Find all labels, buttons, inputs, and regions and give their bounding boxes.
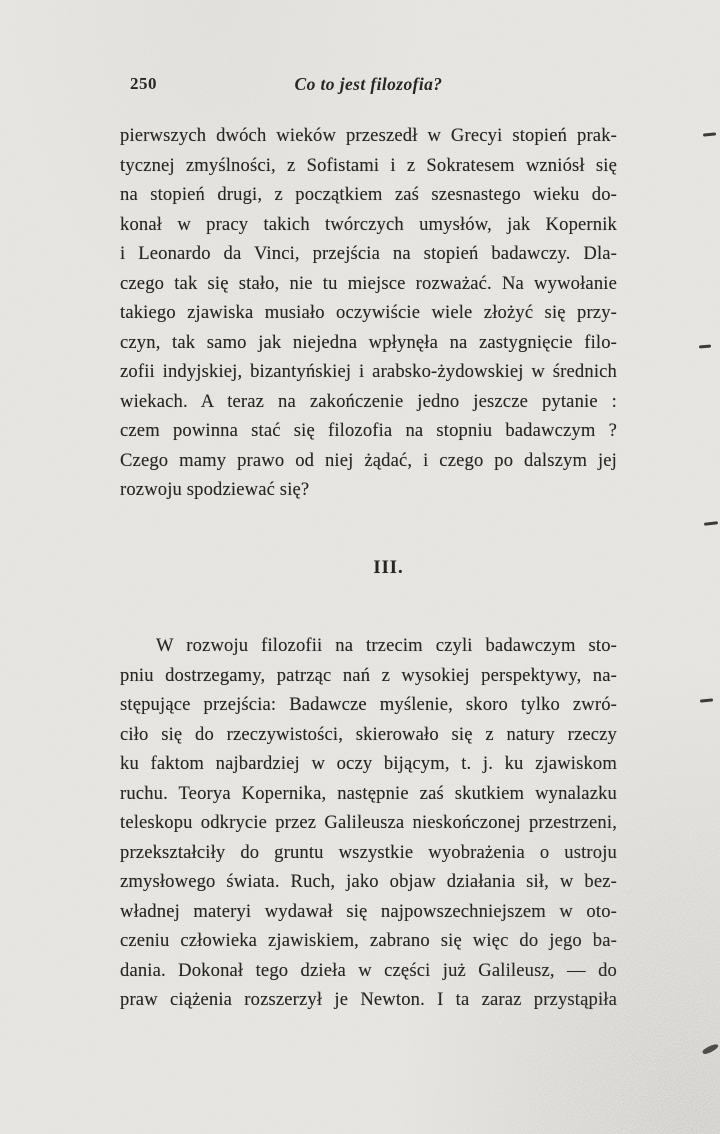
text-line: praw ciążenia rozszerzył je Newton. I ta zaraz przystąpiła xyxy=(120,989,617,1010)
ink-smudge xyxy=(702,1042,720,1055)
text-line: dania. Dokonał tego dzieła w części już Galileusz, — do xyxy=(120,959,617,981)
text-line: Czego mamy prawo od niej żądać, i czego po dalszym jej xyxy=(120,449,617,471)
paragraph-2 xyxy=(120,631,617,1015)
margin-mark xyxy=(703,132,716,136)
text-line: ku faktom najbardziej w oczy bijącym, t. j. ku zjawiskom xyxy=(120,753,617,774)
margin-mark xyxy=(704,521,718,525)
text-line: tycznej zmyślności, z Sofistami i z Sokratesem wzniósł się xyxy=(120,154,617,176)
text-line: zmysłowego świata. Ruch, jako objaw działania sił, w bez- xyxy=(120,871,617,892)
text-line: czeniu człowieka zjawiskiem, zabrano się więc do jego ba- xyxy=(120,930,617,951)
text-line: W rozwoju filozofii na trzecim czyli badawczym sto- xyxy=(156,635,617,656)
text-line: teleskopu odkrycie przez Galileusza nieskończonej przestrzeni, xyxy=(120,812,617,833)
text-line: ciło się do rzeczywistości, skierowało się z natury rzeczy xyxy=(120,723,617,745)
text-line: i Leonardo da Vinci, przejścia na stopień badawczy. Dla- xyxy=(120,243,617,264)
text-line: takiego zjawiska musiało oczywiście wiele złożyć się przy- xyxy=(120,302,617,323)
running-title: Co to jest filozofia? xyxy=(294,74,443,94)
paragraph-1 xyxy=(120,121,617,505)
text-line: na stopień drugi, z początkiem zaś szesnastego wieku do- xyxy=(120,184,617,205)
text-line: zofii indyjskiej, bizantyńskiej i arabsko-żydowskiej w średnich xyxy=(120,361,617,382)
text-line: czyn, tak samo jak niejedna wpłynęła na zastygnięcie filo- xyxy=(120,331,617,353)
page-number: 250 xyxy=(130,74,157,93)
text-line: czego tak się stało, nie tu miejsce rozważać. Na wywołanie xyxy=(120,272,617,294)
text-line: stępujące przejścia: Badawcze myślenie, skoro tylko zwró- xyxy=(120,694,617,715)
section-heading: III. xyxy=(373,558,404,578)
text-line: władnej materyi wydawał się najpowszechniejszem w oto- xyxy=(120,900,617,922)
text-line: konał w pracy takich twórczych umysłów, jak Kopernik xyxy=(120,213,617,235)
text-line: rozwoju spodziewać się? xyxy=(120,479,310,500)
text-line: pniu dostrzegamy, patrząc nań z wysokiej perspektywy, na- xyxy=(120,664,617,686)
text-line: przekształciły do gruntu wszystkie wyobrażenia o ustroju xyxy=(120,841,617,863)
text-line: pierwszych dwóch wieków przeszedł w Grecyi stopień prak- xyxy=(120,125,617,146)
text-line: czem powinna stać się filozofia na stopniu badawczym ? xyxy=(120,420,617,441)
margin-mark xyxy=(700,698,713,702)
page-header xyxy=(120,74,617,98)
margin-mark xyxy=(699,344,711,348)
text-line: ruchu. Teorya Kopernika, następnie zaś skutkiem wynalazku xyxy=(120,782,617,804)
text-line: wiekach. A teraz na zakończenie jedno jeszcze pytanie : xyxy=(120,390,617,412)
